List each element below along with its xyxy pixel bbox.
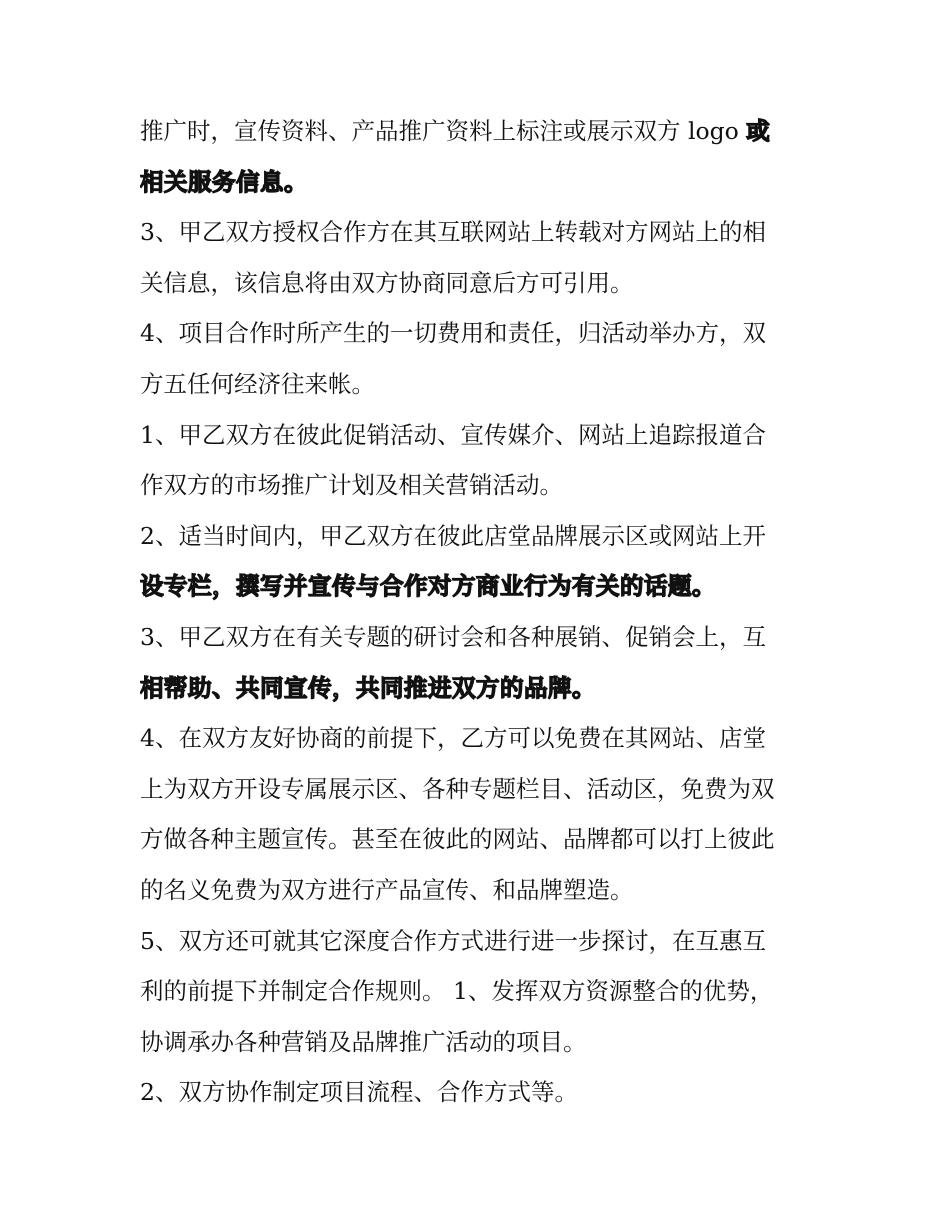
outlined-text: 相帮助、共同宣传，共同推进双方的品牌。 (140, 673, 596, 702)
text-line: 4、项目合作时所产生的一切费用和责任，归活动举办方，双 (140, 319, 766, 348)
text-line: 3、甲乙双方授权合作方在其互联网站上转载对方网站上的相 (140, 218, 766, 247)
text-line: 1、甲乙双方在彼此促销活动、宣传媒介、网站上追踪报道合 (140, 420, 766, 449)
text-line (140, 157, 820, 208)
text-line (140, 663, 820, 714)
text-line: 推广时，宣传资料、产品推广资料上标注或展示双方 logo 或 (140, 117, 771, 145)
text-line: 2、适当时间内，甲乙双方在彼此店堂品牌展示区或网站上开 (140, 521, 766, 550)
text-line: 5、双方还可就其它深度合作方式进行进一步探讨，在互惠互 (140, 926, 766, 955)
text-line: 方做各种主题宣传。甚至在彼此的网站、品牌都可以打上彼此 (140, 825, 775, 854)
text-line: 上为双方开设专属展示区、各种专题栏目、活动区，免费为双 (140, 774, 775, 803)
text-line: 关信息，该信息将由双方协商同意后方可引用。 (140, 268, 634, 297)
document-body (140, 106, 820, 1118)
text-line (140, 561, 820, 612)
outlined-text: 设专栏，撰写并宣传与合作对方商业行为有关的话题。 (140, 572, 716, 601)
text-line: 4、在双方友好协商的前提下，乙方可以免费在其网站、店堂 (140, 724, 766, 753)
text-line: 3、甲乙双方在有关专题的研讨会和各种展销、促销会上，互 (140, 622, 766, 651)
text-line: 的名义免费为双方进行产品宣传、和品牌塑造。 (140, 875, 634, 904)
text-line: 协调承办各种营销及品牌推广活动的项目。 (140, 1027, 587, 1056)
outlined-text: 相关服务信息。 (140, 167, 308, 196)
outlined-text: 或 (746, 117, 771, 145)
text-line: 作双方的市场推广计划及相关营销活动。 (140, 471, 563, 500)
text-line: 2、双方协作制定项目流程、合作方式等。 (140, 1078, 578, 1107)
text-line: 方五任何经济往来帐。 (140, 369, 375, 398)
text-line: 利的前提下并制定合作规则。 1、发挥双方资源整合的优势， (140, 977, 774, 1006)
